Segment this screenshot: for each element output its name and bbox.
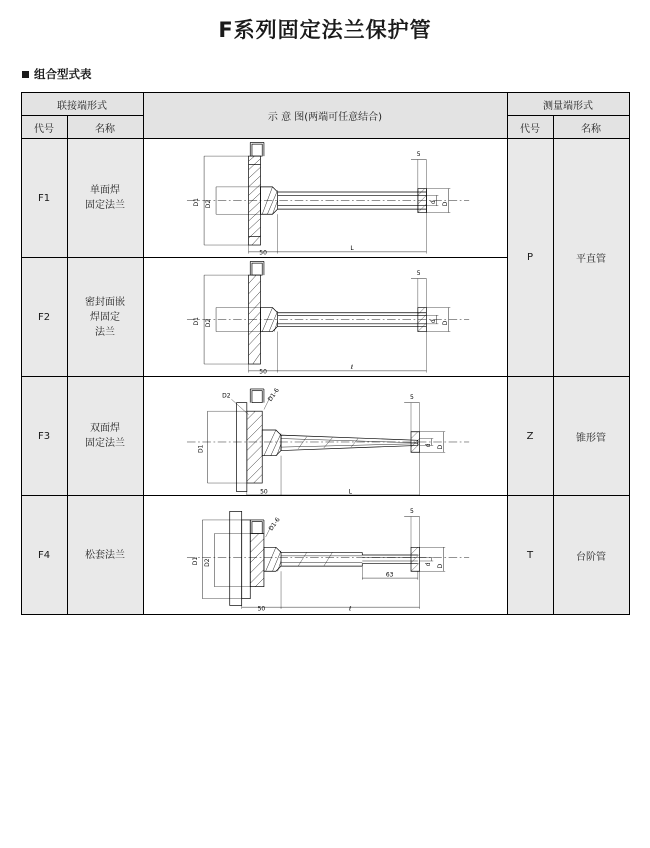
label-l: ℓ (348, 605, 352, 613)
label-5: 5 (409, 508, 414, 516)
label-d2: D2 (204, 199, 212, 209)
row-code-f4: F4 (21, 496, 67, 615)
label-50: 50 (259, 488, 268, 495)
row-name-f3: 双面焊 固定法兰 (67, 377, 143, 496)
table-header-row (21, 93, 629, 116)
label-50: 50 (258, 368, 267, 376)
meas-name-z: 锥形管 (553, 377, 629, 496)
label-5: 5 (416, 151, 421, 159)
label-d-small: d (424, 562, 432, 567)
row-name-f2: 密封面嵌 焊固定 法兰 (67, 258, 143, 377)
diagram-f2 (143, 258, 507, 377)
meas-code-z: Z (507, 377, 553, 496)
label-50: 50 (257, 605, 265, 613)
label-d1-6: D1-6 (266, 387, 281, 403)
header-name-2: 名称 (553, 116, 629, 139)
label-d2: D2 (203, 558, 211, 567)
f2-sketch-svg (144, 258, 507, 376)
label-l: ℓ (350, 364, 353, 372)
label-d1: D1 (191, 556, 199, 566)
meas-code-t: T (507, 496, 553, 615)
header-measure-end: 测量端形式 (507, 93, 629, 116)
bullet-square-icon (22, 71, 29, 78)
header-name: 名称 (67, 116, 143, 139)
meas-name-p: 平直管 (553, 139, 629, 377)
label-d-small: d (424, 443, 432, 448)
label-d-big: D (441, 320, 449, 326)
label-d-big: D (436, 444, 444, 450)
header-code-2: 代号 (507, 116, 553, 139)
section-heading (22, 66, 650, 82)
row-code-f1: F1 (21, 139, 67, 258)
label-5: 5 (416, 270, 421, 278)
header-diagram: 示 意 图(两端可任意结合) (143, 93, 507, 139)
row-code-f3: F3 (21, 377, 67, 496)
label-L: L (349, 245, 354, 253)
label-5: 5 (409, 394, 414, 402)
label-d-big: D (441, 201, 449, 207)
section-heading-label: 组合型式表 (34, 67, 92, 81)
diagram-f4 (143, 496, 507, 615)
page-title: F系列固定法兰保护管 (218, 18, 432, 42)
header-connect-end: 联接端形式 (21, 93, 143, 116)
label-d1: D1 (192, 198, 200, 207)
label-63: 63 (385, 571, 393, 579)
meas-name-t: 台阶管 (553, 496, 629, 615)
header-code: 代号 (21, 116, 67, 139)
row-name-f4: 松套法兰 (67, 496, 143, 615)
diagram-f1 (143, 139, 507, 258)
diagram-f3 (143, 377, 507, 496)
meas-code-p: P (507, 139, 553, 377)
label-d-small: d (429, 319, 437, 324)
table-row (21, 139, 629, 258)
row-code-f2: F2 (21, 258, 67, 377)
label-d1-6: D1-6 (267, 516, 282, 533)
table-row (21, 377, 629, 496)
label-d-small: d (429, 200, 437, 205)
label-50: 50 (258, 249, 267, 257)
f4-sketch-svg (144, 496, 507, 614)
label-L: L (348, 488, 352, 495)
table-row (21, 496, 629, 615)
row-name-f1: 单面焊 固定法兰 (67, 139, 143, 258)
f3-sketch-svg (144, 377, 507, 495)
label-d1: D1 (196, 444, 204, 454)
label-d1: D1 (192, 317, 200, 326)
label-d-big: D (436, 563, 444, 569)
label-d2: D2 (221, 392, 231, 400)
combination-table (21, 92, 630, 615)
f1-sketch-svg (144, 139, 507, 257)
label-d2: D2 (204, 318, 212, 328)
